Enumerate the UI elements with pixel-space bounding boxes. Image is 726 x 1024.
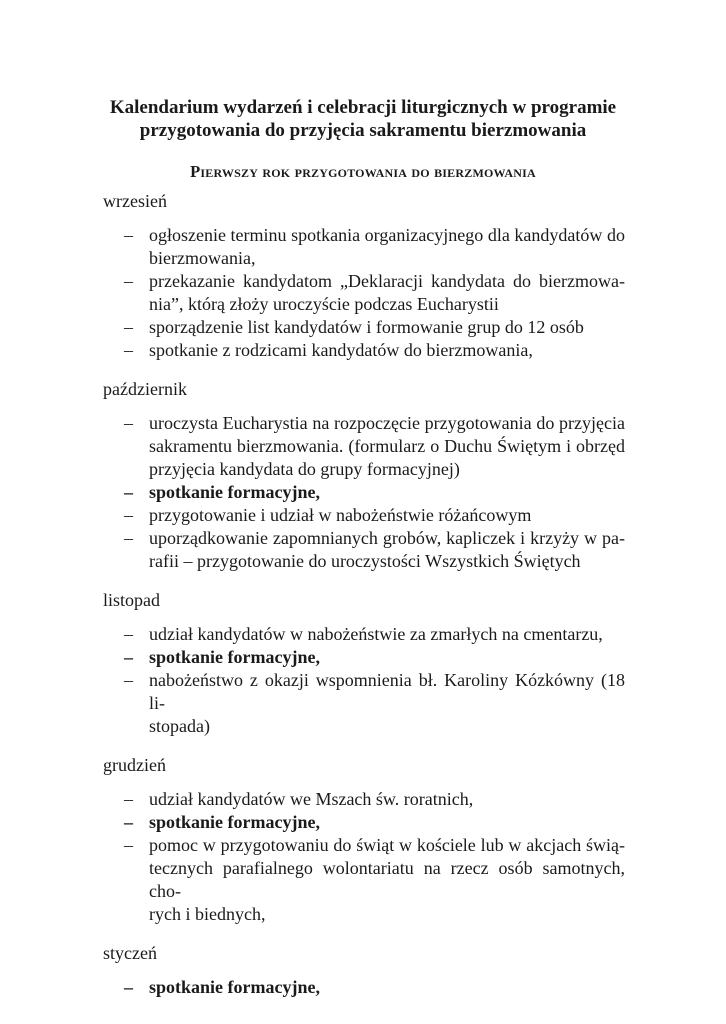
title-line-1: Kalendarium wydarzeń i celebracji liturgicznych w programie <box>109 97 617 118</box>
item-text-line: uporządkowanie zapomnianych grobów, kapliczek i krzyży w pa- <box>149 528 625 548</box>
list-item <box>103 481 625 504</box>
dash-bullet: – <box>124 505 133 525</box>
dash-bullet: – <box>124 835 133 855</box>
item-text-line: nia”, którą złoży uroczyście podczas Eucharystii <box>149 294 499 314</box>
item-text-line: udział kandydatów we Mszach św. roratnich, <box>149 789 474 809</box>
dash-bullet: – <box>124 340 133 360</box>
month-section-styczen <box>103 942 625 999</box>
event-list <box>103 224 625 362</box>
dash-bullet: – <box>124 317 133 337</box>
item-text-line: stopada) <box>149 716 210 736</box>
item-text-line: spotkanie formacyjne, <box>149 812 320 832</box>
month-section-pazdziernik <box>103 378 625 573</box>
event-list <box>103 623 625 738</box>
dash-bullet: – <box>124 812 133 832</box>
item-text-line: spotkanie z rodzicami kandydatów do bierzmowania, <box>149 340 533 360</box>
event-list <box>103 976 625 999</box>
month-section-grudzien <box>103 754 625 926</box>
list-item <box>103 504 625 527</box>
month-section-listopad <box>103 589 625 738</box>
month-heading: październik <box>103 379 187 399</box>
list-item <box>103 412 625 481</box>
list-item <box>103 646 625 669</box>
item-text-line: uroczysta Eucharystia na rozpoczęcie przygotowania do przyjęcia <box>149 413 625 433</box>
list-item <box>103 270 625 316</box>
item-text-line: sakramentu bierzmowania. (formularz o Duchu Świętym i obrzęd <box>149 436 625 456</box>
item-text-line: przygotowanie i udział w nabożeństwie różańcowym <box>149 505 532 525</box>
item-text-line: bierzmowania, <box>149 248 256 268</box>
item-text-line: rafii – przygotowanie do uroczystości Wszystkich Świętych <box>149 551 581 571</box>
dash-bullet: – <box>124 413 133 433</box>
list-item <box>103 527 625 573</box>
dash-bullet: – <box>124 670 133 690</box>
month-heading: grudzień <box>103 755 166 775</box>
document-title <box>80 96 646 142</box>
list-item <box>103 788 625 811</box>
dash-bullet: – <box>124 225 133 245</box>
list-item <box>103 339 625 362</box>
item-text-line: rych i biednych, <box>149 904 266 924</box>
item-text-line: spotkanie formacyjne, <box>149 977 320 997</box>
title-line-2: przygotowania do przyjęcia sakramentu bierzmowania <box>139 120 587 141</box>
item-text-line: spotkanie formacyjne, <box>149 482 320 502</box>
calendar-content <box>103 188 625 999</box>
list-item <box>103 976 625 999</box>
list-item <box>103 224 625 270</box>
list-item <box>103 834 625 926</box>
item-text-line: pomoc w przygotowaniu do świąt w kościele lub w akcjach świą- <box>149 835 625 855</box>
section-subtitle: Pierwszy rok przygotowania do bierzmowania <box>190 162 536 181</box>
dash-bullet: – <box>124 647 133 667</box>
dash-bullet: – <box>124 624 133 644</box>
item-text-line: nabożeństwo z okazji wspomnienia bł. Karoliny Kózkówny (18 li- <box>149 670 625 713</box>
dash-bullet: – <box>124 789 133 809</box>
month-heading: styczeń <box>103 943 157 963</box>
list-item <box>103 811 625 834</box>
item-text-line: sporządzenie list kandydatów i formowanie grup do 12 osób <box>149 317 584 337</box>
item-text-line: tecznych parafialnego wolontariatu na rzecz osób samotnych, cho- <box>149 858 625 901</box>
item-text-line: ogłoszenie terminu spotkania organizacyjnego dla kandydatów do <box>149 225 625 245</box>
dash-bullet: – <box>124 528 133 548</box>
list-item <box>103 669 625 738</box>
month-section-wrzesien <box>103 190 625 362</box>
event-list <box>103 412 625 573</box>
item-text-line: przekazanie kandydatom „Deklaracji kandydata do bierzmowa- <box>149 271 625 291</box>
item-text-line: przyjęcia kandydata do grupy formacyjnej) <box>149 459 460 479</box>
dash-bullet: – <box>124 977 133 997</box>
event-list <box>103 788 625 926</box>
item-text-line: udział kandydatów w nabożeństwie za zmarłych na cmentarzu, <box>149 624 603 644</box>
dash-bullet: – <box>124 482 133 502</box>
item-text-line: spotkanie formacyjne, <box>149 647 320 667</box>
list-item <box>103 316 625 339</box>
dash-bullet: – <box>124 271 133 291</box>
month-heading: wrzesień <box>103 191 167 211</box>
month-heading: listopad <box>103 590 160 610</box>
list-item <box>103 623 625 646</box>
